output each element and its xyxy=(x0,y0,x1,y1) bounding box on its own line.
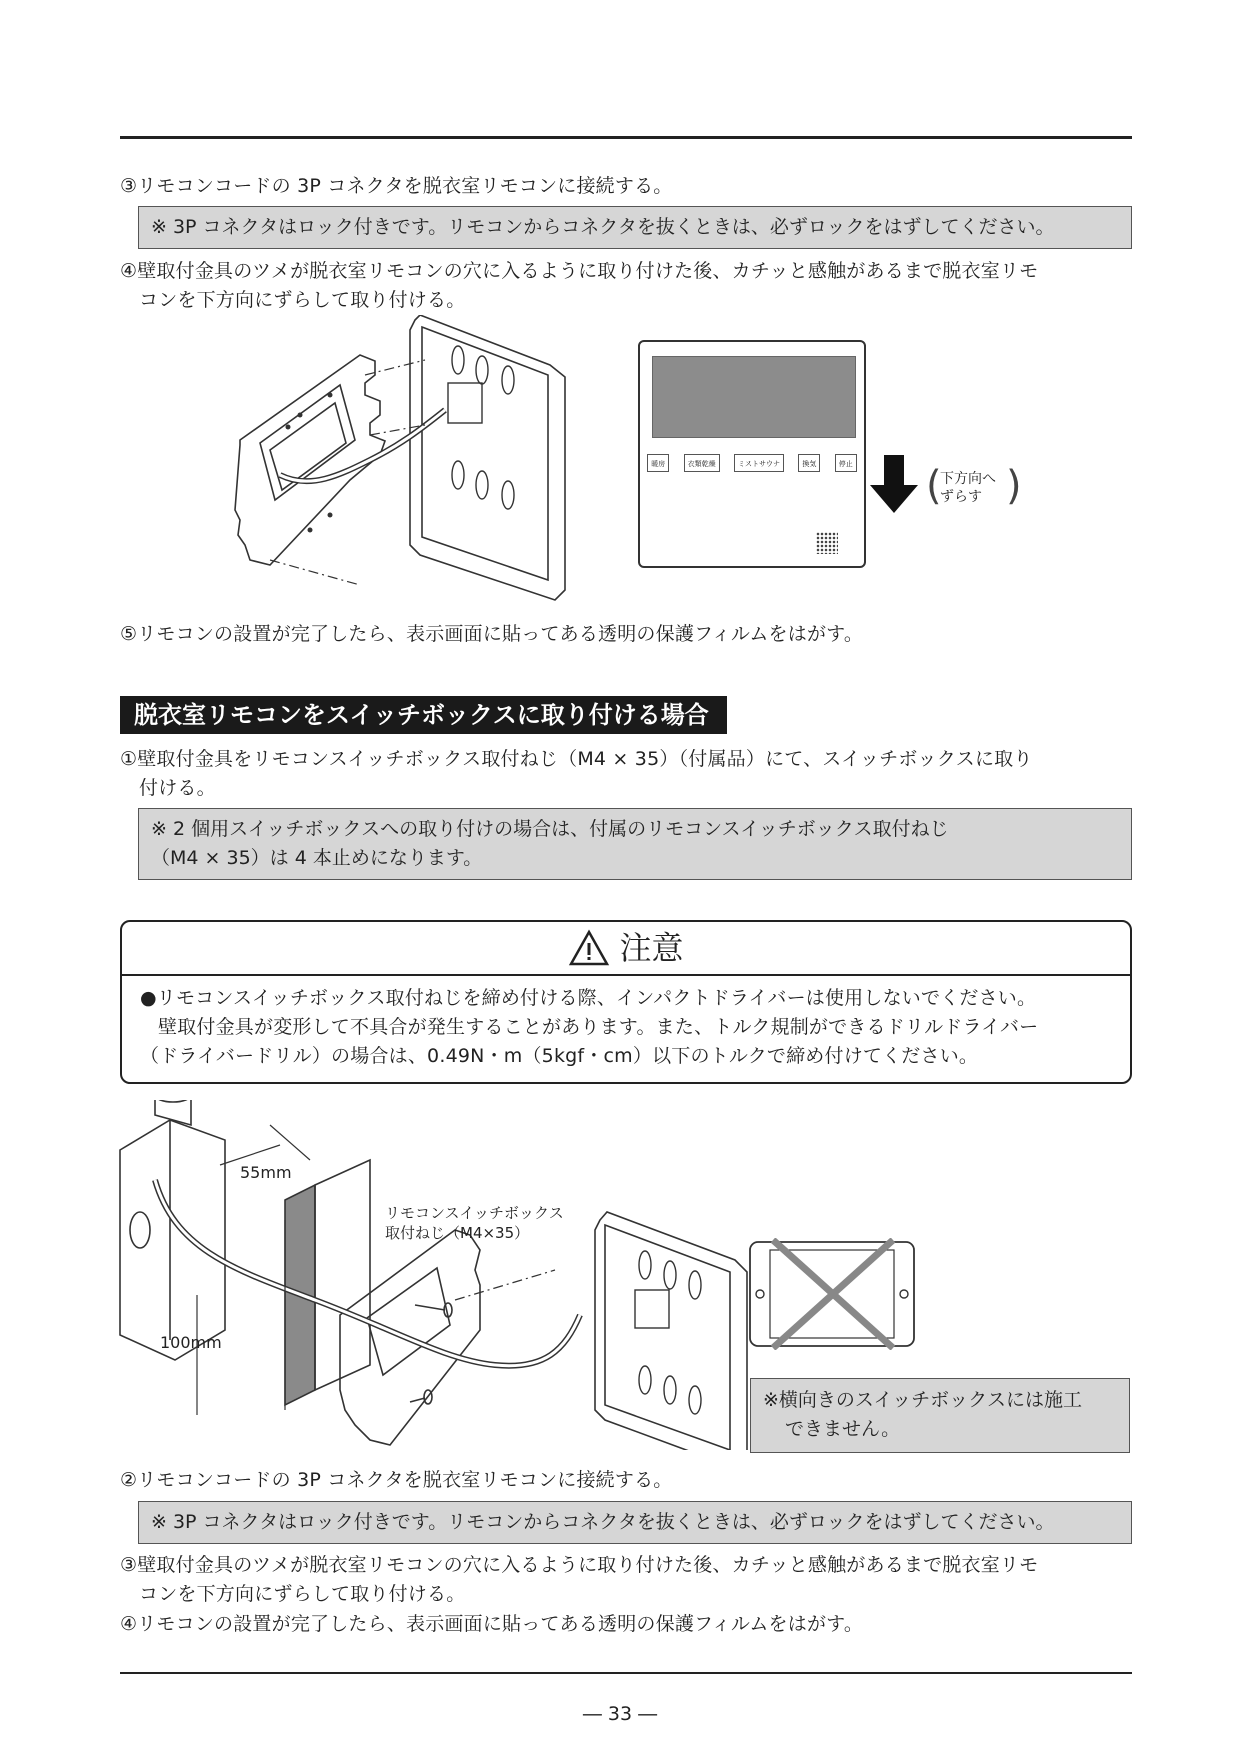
header-rule xyxy=(120,136,1132,139)
horizontal-box-note-line2: できません。 xyxy=(785,1418,901,1440)
screw-callout-line1: リモコンスイッチボックス xyxy=(385,1204,564,1222)
sb-step-1-line1: ①壁取付金具をリモコンスイッチボックス取付ねじ（M4 × 35）（付属品）にて、スイッチボックスに取り xyxy=(120,748,1033,770)
sb-step-1-line2: 付ける。 xyxy=(139,777,216,799)
horizontal-switchbox-prohibited-figure xyxy=(748,1238,916,1350)
connector-lock-note-2 xyxy=(138,1501,1132,1544)
caution-line3: （ドライバードリル）の場合は、0.49N・m（5kgf・cm）以下のトルクで締め付けてください。 xyxy=(140,1045,979,1067)
two-gang-box-note-line1: ※ 2 個用スイッチボックスへの取り付けの場合は、付属のリモコンスイッチボックス取付ねじ xyxy=(151,818,949,840)
step-3-text: ③リモコンコードの 3P コネクタを脱衣室リモコンに接続する。 xyxy=(120,175,673,197)
step-4-text-line1: ④壁取付金具のツメが脱衣室リモコンの穴に入るように取り付けた後、カチッと感触があるまで脱衣室リモ xyxy=(120,260,1039,282)
footer-rule xyxy=(120,1672,1132,1674)
depth-dimension-label: 55mm xyxy=(240,1163,292,1182)
slide-down-label-line2: ずらす xyxy=(940,489,982,505)
caution-title: 注意 xyxy=(619,929,684,967)
caution-box xyxy=(120,920,1132,1084)
caution-header xyxy=(122,922,1130,976)
screw-callout-label xyxy=(385,1203,564,1243)
remote-display-screen xyxy=(652,356,856,438)
switchbox-installation-figure xyxy=(115,1100,755,1450)
remote-button-mist-sauna: ミストサウナ xyxy=(734,454,784,472)
page-number: ― 33 ― xyxy=(582,1703,658,1725)
sb-step-4-text: ④リモコンの設置が完了したら、表示画面に貼ってある透明の保護フィルムをはがす。 xyxy=(120,1613,864,1635)
sb-step-2-text: ②リモコンコードの 3P コネクタを脱衣室リモコンに接続する。 xyxy=(120,1469,673,1491)
sb-step-3-line2: コンを下方向にずらして取り付ける。 xyxy=(139,1583,466,1605)
caution-line2: 壁取付金具が変形して不具合が発生することがあります。また、トルク規制ができるドリルドライバー xyxy=(158,1016,1039,1038)
step-5-text: ⑤リモコンの設置が完了したら、表示画面に貼ってある透明の保護フィルムをはがす。 xyxy=(120,623,864,645)
warning-triangle-icon xyxy=(568,929,610,967)
horizontal-box-note-line1: ※横向きのスイッチボックスには施工 xyxy=(763,1389,1082,1411)
switchbox-section-title: 脱衣室リモコンをスイッチボックスに取り付ける場合 xyxy=(120,696,727,734)
remote-button-row xyxy=(640,454,864,472)
connector-lock-note-2-text: ※ 3P コネクタはロック付きです。リモコンからコネクタを抜くときは、必ずロックをはずしてください。 xyxy=(151,1511,1055,1533)
caution-line1: ●リモコンスイッチボックス取付ねじを締め付ける際、インパクトドライバーは使用しないでください。 xyxy=(140,987,1037,1009)
arrow-down-icon xyxy=(870,455,920,515)
connector-lock-note-text: ※ 3P コネクタはロック付きです。リモコンからコネクタを抜くときは、必ずロックをはずしてください。 xyxy=(151,216,1055,238)
remote-button-clothes-dry: 衣類乾燥 xyxy=(684,454,720,472)
screw-callout-line2: 取付ねじ（M4×35） xyxy=(385,1224,530,1242)
horizontal-box-note xyxy=(750,1378,1130,1453)
connector-lock-note xyxy=(138,206,1132,249)
two-gang-box-note xyxy=(138,808,1132,880)
remote-button-ventilation: 換気 xyxy=(798,454,820,472)
two-gang-box-note-line2: （M4 × 35）は 4 本止めになります。 xyxy=(151,847,483,869)
bracket-mounting-figure xyxy=(230,315,590,605)
remote-button-heating: 暖房 xyxy=(647,454,669,472)
speaker-grille-icon xyxy=(816,532,838,554)
slide-down-label: ( 下方向へ ずらす ) xyxy=(926,463,1022,509)
slide-down-label-line1: 下方向へ xyxy=(940,471,996,487)
remote-button-stop: 停止 xyxy=(835,454,857,472)
height-dimension-label: 100mm xyxy=(160,1333,222,1352)
step-4-text-line2: コンを下方向にずらして取り付ける。 xyxy=(139,289,466,311)
sb-step-3-line1: ③壁取付金具のツメが脱衣室リモコンの穴に入るように取り付けた後、カチッと感触があるまで脱衣室リモ xyxy=(120,1554,1039,1576)
remote-front-view xyxy=(638,340,866,568)
